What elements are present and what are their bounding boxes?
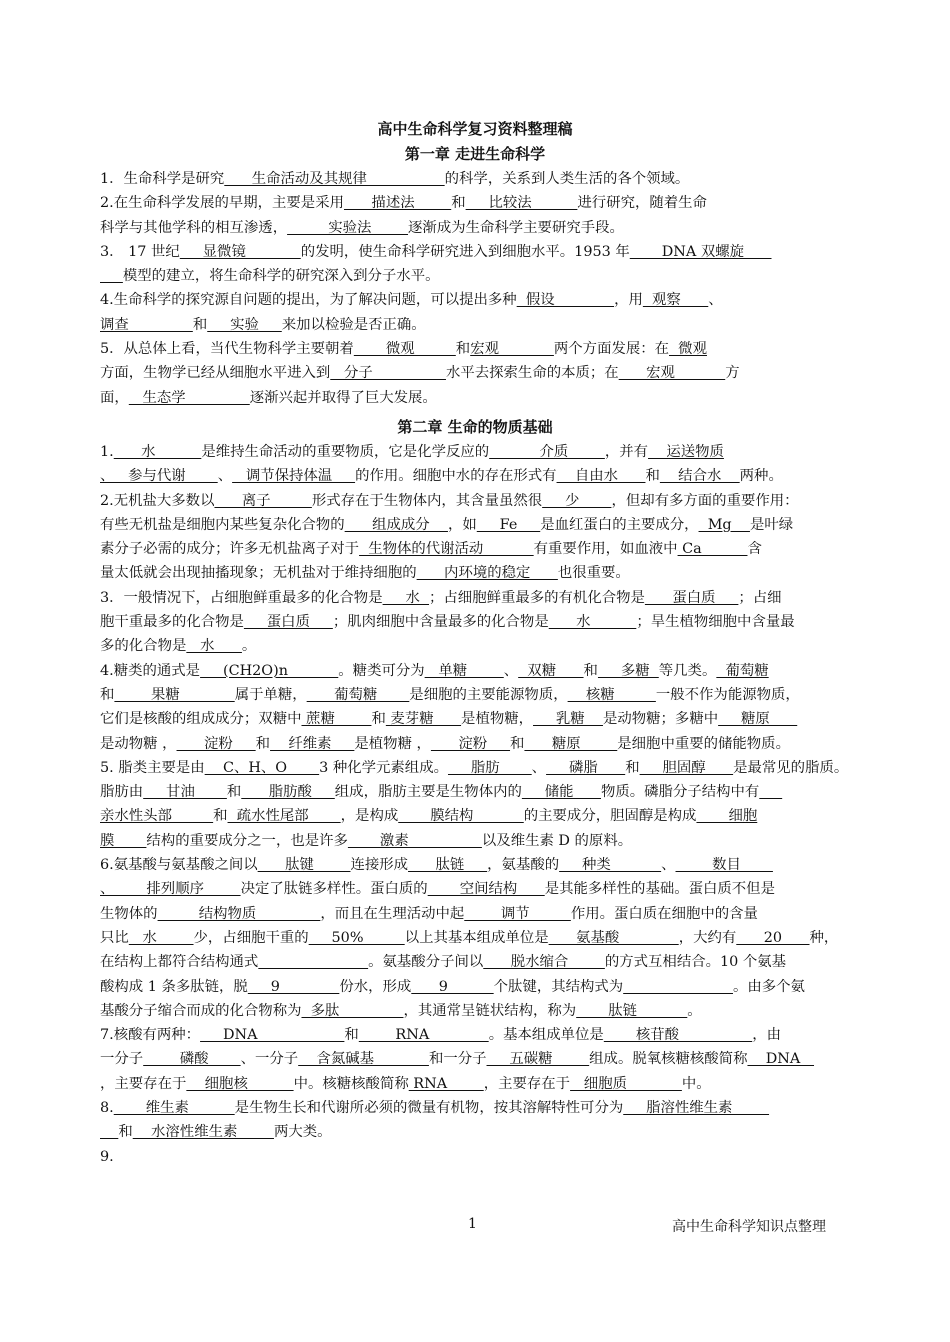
answer-blank: 膜结构 <box>398 808 524 825</box>
text-segment: ，其通常呈链状结构，称为 <box>403 1002 577 1019</box>
text-line <box>100 361 860 385</box>
text-segment: ；占细 <box>738 589 782 606</box>
text-line <box>100 926 860 950</box>
text-segment: 9. <box>100 1148 114 1165</box>
text-segment: 连接形成 <box>350 857 409 874</box>
text-segment: 5．从总体上看，当代生物科学主要朝着 <box>100 341 354 358</box>
answer-blank: 亲水性头部 <box>100 808 214 825</box>
text-segment: 是其能多样性的基础。蛋白质不但是 <box>544 881 775 898</box>
text-segment: 和 <box>213 808 228 825</box>
text-segment: 进行研究，随着生命 <box>577 195 707 212</box>
answer-blank: 水 <box>186 638 242 655</box>
text-line <box>100 167 860 191</box>
answer-blank: 微观 <box>669 341 707 358</box>
answer-blank: 观察 <box>642 292 709 309</box>
text-segment: 4.糖类的通式是 <box>100 662 201 679</box>
answer-blank: 单糖 <box>424 662 504 679</box>
text-segment: ，并有 <box>604 444 649 460</box>
answer-blank: 空间结构 <box>427 881 545 898</box>
answer-blank: 细胞核 <box>186 1075 294 1092</box>
answer-blank: 葡萄糖 <box>306 686 410 703</box>
text-segment: ；占细胞鲜重最多的有机化合物是 <box>429 589 645 606</box>
text-segment: 、 <box>217 468 233 485</box>
text-segment: 是植物糖， <box>461 711 534 728</box>
answer-blank: 假设 <box>516 292 615 309</box>
answer-blank: 淀粉 <box>176 735 256 752</box>
answer-blank <box>100 1124 118 1140</box>
text-line <box>100 1023 860 1047</box>
text-segment: ，氨基酸的 <box>487 857 560 874</box>
answer-blank: 脱水缩合 <box>483 954 605 971</box>
answer-blank: 麦芽糖 <box>385 711 462 728</box>
text-segment: 逐渐成为生命科学主要研究手段。 <box>408 219 624 236</box>
answer-blank: Ca <box>677 541 748 558</box>
text-line <box>100 975 860 999</box>
text-segment: 在结构上都符合结构通式 <box>100 954 259 971</box>
text-segment: 和 <box>192 316 208 333</box>
text-segment: 种， <box>809 929 839 946</box>
text-segment: 是细胞中重要的储能物质。 <box>617 735 790 752</box>
answer-blank: 分子 <box>330 365 446 382</box>
text-segment: 中。 <box>681 1075 711 1092</box>
text-segment: 两大类。 <box>273 1124 332 1141</box>
text-segment: 有些无机盐是细胞内某些复杂化合物的 <box>100 516 345 533</box>
answer-blank: 实验 <box>207 316 282 333</box>
answer-blank: 脂肪 <box>447 759 532 776</box>
text-segment: 份水，形成 <box>339 978 412 995</box>
text-segment: 8. <box>100 1100 114 1117</box>
text-segment: 。氨基酸分子间以 <box>368 954 484 971</box>
text-segment: 是血红蛋白的主要成分， <box>540 516 699 533</box>
answer-blank: 细胞 <box>696 808 758 825</box>
text-segment: 是维持生命活动的重要物质，它是化学反应的 <box>201 444 490 460</box>
text-segment: 的科学，关系到人类生活的各个领域。 <box>444 171 690 187</box>
text-segment: 含 <box>747 541 762 558</box>
text-line <box>100 513 860 537</box>
text-segment: 。基本组成单位是 <box>488 1027 604 1044</box>
text-segment: ，如 <box>447 516 477 533</box>
text-line <box>100 264 860 288</box>
text-segment: 胞干重最多的化合物是 <box>100 614 244 631</box>
text-segment: 结构的重要成分之一，也是许多 <box>146 832 348 849</box>
text-segment: 生物体的 <box>100 905 158 922</box>
text-segment: 和 <box>455 341 471 358</box>
answer-blank: 20 <box>736 929 810 946</box>
answer-blank: 调查 <box>100 316 193 333</box>
text-segment: 科学与其他学科的相互渗透， <box>100 219 288 236</box>
text-segment: 组成，脂肪主要是生物体内的 <box>334 784 522 801</box>
answer-blank: 细胞质 <box>570 1075 682 1092</box>
text-line <box>100 489 860 513</box>
answer-blank: 9 <box>247 978 340 995</box>
answer-blank: 胆固醇 <box>639 759 734 776</box>
answer-blank: Mg <box>698 516 750 533</box>
text-segment: 4.生命科学的探究源自问题的提出，为了解决问题，可以提出多种 <box>100 292 517 309</box>
text-segment: 是细胞的主要能源物质， <box>409 686 568 703</box>
answer-blank: 糖原 <box>718 711 798 728</box>
text-segment: 一分子 <box>100 1051 144 1068</box>
chapter-1-body <box>100 167 860 410</box>
answer-blank: 疏水性尾部 <box>227 808 341 825</box>
text-segment: 是叶绿 <box>749 516 794 533</box>
text-segment: 个肽键，其结构式为 <box>493 978 624 995</box>
text-segment: 方 <box>725 365 740 382</box>
text-line <box>100 950 860 974</box>
text-segment: 属于单糖， <box>234 686 307 703</box>
text-line <box>100 586 860 610</box>
answer-blank: 磷脂 <box>546 759 626 776</box>
answer-blank <box>759 784 782 800</box>
text-segment: 2.在生命科学发展的早期，主要是采用 <box>100 195 344 212</box>
text-line <box>100 464 860 488</box>
text-segment: 3．一般情况下，占细胞鲜重最多的化合物是 <box>100 589 383 606</box>
text-segment: 来加以检验是否正确。 <box>281 316 426 333</box>
text-segment: 物质。磷脂分子结构中有 <box>600 784 760 801</box>
answer-blank: Fe <box>476 516 541 533</box>
answer-blank: 调节 <box>464 905 571 922</box>
answer-blank: 糖原 <box>524 735 618 752</box>
answer-blank: 含氮碱基 <box>298 1051 429 1068</box>
text-segment: 。糖类可分为 <box>338 662 425 679</box>
text-segment: 和 <box>583 662 598 679</box>
text-segment: 形式存在于生物体内，其含量虽然很 <box>311 492 543 509</box>
text-segment: 两个方面发展：在 <box>553 341 670 358</box>
text-segment: 3 种化学元素组成。 <box>319 759 448 776</box>
answer-blank: 50% <box>308 929 405 946</box>
text-segment: 的发明，使生命科学研究进入到细胞水平。1953 年 <box>300 243 630 260</box>
answer-blank: 少 <box>542 492 612 509</box>
text-segment: ；肌肉细胞中含量最多的化合物是 <box>332 614 549 631</box>
answer-blank: 宏观 <box>618 365 726 382</box>
text-segment: 1．生命科学是研究 <box>100 171 225 187</box>
text-segment: 它们是核酸的组成成分；双糖中 <box>100 711 302 728</box>
text-segment: 7.核酸有两种： <box>100 1027 201 1044</box>
answer-blank: 乳糖 <box>533 711 603 728</box>
document-title: 高中生命科学复习资料整理稿 <box>377 120 573 138</box>
answer-blank: 脂溶性维生素 <box>623 1100 770 1117</box>
text-segment: 是动物糖 ， <box>100 735 177 752</box>
text-segment: 是最常见的脂质。 <box>733 759 849 776</box>
text-segment: 是生物生长和代谢所必须的微量有机物，按其溶解特性可分为 <box>234 1100 624 1117</box>
text-line <box>100 191 860 215</box>
text-segment: 基酸分子缩合而成的化合物称为 <box>100 1002 302 1019</box>
answer-blank: 蛋白质 <box>243 614 333 631</box>
text-line <box>100 1047 860 1071</box>
text-segment: 两种。 <box>739 468 783 485</box>
answer-blank: 核糖 <box>567 686 656 703</box>
answer-blank: 比较法 <box>465 195 578 212</box>
answer-blank: 描述法 <box>343 195 452 212</box>
text-segment: ；旱生植物细胞中含量最 <box>636 614 795 631</box>
text-segment: 和 <box>100 686 115 703</box>
answer-blank: 结合水 <box>659 468 740 485</box>
text-segment: 。 <box>241 638 257 655</box>
text-line <box>100 386 860 410</box>
text-segment: 和 <box>226 784 242 801</box>
text-segment: 和 <box>645 468 660 485</box>
answer-blank: 膜 <box>100 832 147 849</box>
answer-blank: 介质 <box>489 444 605 460</box>
answer-blank: 水 <box>128 929 194 946</box>
answer-blank: 、 参与代谢 <box>100 468 218 485</box>
text-line <box>100 216 860 240</box>
answer-blank: 果糖 <box>114 686 235 703</box>
answer-blank: 五碳糖 <box>486 1051 590 1068</box>
answer-blank: 多糖 <box>597 662 659 679</box>
answer-blank: 肽链 <box>408 857 488 874</box>
text-segment: 和一分子 <box>428 1051 487 1068</box>
answer-blank: 数目 <box>675 857 773 874</box>
text-line <box>100 732 860 756</box>
answer-blank: 肽链 <box>576 1002 688 1019</box>
text-line <box>100 288 860 312</box>
answer-blank: 内环境的稳定 <box>416 565 558 582</box>
chapter-2-heading: 第二章 生命的物质基础 <box>397 418 553 436</box>
text-line <box>100 1145 860 1169</box>
answer-blank: 实验法 <box>287 219 409 236</box>
text-segment: ，由 <box>752 1027 782 1044</box>
text-segment: 以及维生素 D 的原料。 <box>481 832 633 849</box>
text-line <box>100 440 860 464</box>
answer-blank: 激素 <box>347 832 482 849</box>
text-segment: 脂肪由 <box>100 784 144 801</box>
text-segment: 素分子必需的成分；许多无机盐离子对于 <box>100 541 360 558</box>
text-segment: 只比 <box>100 929 129 946</box>
text-line <box>100 1072 860 1096</box>
text-line <box>100 683 860 707</box>
answer-blank: 生命活动及其规律 <box>224 171 445 187</box>
text-segment: 也很重要。 <box>557 565 630 582</box>
text-segment: 方面，生物学已经从细胞水平进入到 <box>100 365 331 382</box>
answer-blank: 运送物质 <box>648 444 724 460</box>
text-segment: 决定了肽链多样性。蛋白质的 <box>240 881 428 898</box>
text-line <box>100 780 860 804</box>
answer-blank: 蔗糖 <box>301 711 372 728</box>
text-segment: 是动物糖；多糖中 <box>602 711 719 728</box>
text-line <box>100 659 860 683</box>
text-segment: 3． 17 世纪 <box>100 243 180 260</box>
answer-blank: C、H、O <box>204 759 320 776</box>
answer-blank: 9 <box>411 978 494 995</box>
text-line <box>100 804 860 828</box>
text-segment: 和 <box>371 711 386 728</box>
text-segment: 和 <box>510 735 525 752</box>
text-line <box>100 877 860 901</box>
answer-blank: 种类 <box>559 857 662 874</box>
text-segment: 、 <box>503 662 519 679</box>
text-segment: ，但却有多方面的重要作用： <box>611 492 799 509</box>
text-segment: 6.氨基酸与氨基酸之间以 <box>100 857 258 874</box>
answer-blank: (CH2O)n <box>200 662 339 679</box>
text-segment: 水平去探索生命的本质；在 <box>445 365 619 382</box>
answer-blank: RNA <box>358 1027 489 1044</box>
text-line <box>100 537 860 561</box>
text-line <box>100 1120 860 1144</box>
answer-blank: 淀粉 <box>430 735 511 752</box>
text-segment: 。由多个氨 <box>732 978 805 995</box>
text-segment: 和 <box>255 735 271 752</box>
answer-blank: 组成成分 <box>344 516 448 533</box>
answer-blank: 核苷酸 <box>603 1027 753 1044</box>
text-segment: 作用。蛋白质在细胞中的含量 <box>570 905 758 922</box>
text-line <box>100 561 860 585</box>
text-segment: 的作用。细胞中水的存在形式有 <box>355 468 557 485</box>
text-segment: ，而且在生理活动中起 <box>320 905 465 922</box>
answer-blank: 蛋白质 <box>644 589 739 606</box>
answer-blank: 水溶性维生素 <box>132 1124 274 1141</box>
answer-blank: DNA <box>747 1051 815 1068</box>
text-line <box>100 853 860 877</box>
answer-blank: 水 <box>382 589 430 606</box>
text-segment: 、 <box>531 759 547 776</box>
text-line <box>100 999 860 1023</box>
text-segment: 组成。脱氧核糖核酸简称 <box>589 1051 748 1068</box>
answer-blank: RNA <box>408 1075 484 1092</box>
text-segment: ，用 <box>614 292 643 309</box>
answer-blank: 维生素 <box>113 1100 235 1117</box>
text-segment: 少，占细胞干重的 <box>193 929 309 946</box>
footer-title: 高中生命科学知识点整理 <box>672 1219 826 1235</box>
text-segment: 多的化合物是 <box>100 638 187 655</box>
answer-blank: DNA <box>200 1027 345 1044</box>
text-segment: 是植物糖 ， <box>354 735 431 752</box>
answer-blank: 自由水 <box>556 468 646 485</box>
text-segment: 1. <box>100 444 114 460</box>
answer-blank: 多肽 <box>301 1002 404 1019</box>
text-segment: ，是构成 <box>340 808 399 825</box>
text-segment: 一般不作为能源物质， <box>655 686 800 703</box>
answer-blank: 生物体的代谢活动 <box>359 541 534 558</box>
answer-blank <box>623 979 733 995</box>
text-line <box>100 707 860 731</box>
answer-blank: 双糖 <box>518 662 584 679</box>
chapter-2-body <box>100 440 860 1169</box>
answer-blank: 微观 <box>353 341 456 358</box>
answer-blank: 储能 <box>521 784 601 801</box>
text-segment: ，大约有 <box>678 929 737 946</box>
text-segment: 等几类。 <box>658 662 717 679</box>
text-segment: 、 <box>708 292 723 309</box>
text-segment: 酸构成 1 条多肽链，脱 <box>100 978 248 995</box>
text-segment: 和 <box>451 195 466 212</box>
answer-blank: 显微镜 <box>179 243 301 260</box>
text-segment: ，主要存在于 <box>100 1075 187 1092</box>
text-segment: 。 <box>687 1002 702 1019</box>
text-line <box>100 829 860 853</box>
answer-blank: 结构物质 <box>157 905 321 922</box>
text-segment: 和 <box>118 1124 133 1141</box>
answer-blank: 调节保持体温 <box>232 468 356 485</box>
text-segment: 和 <box>625 759 640 776</box>
text-line <box>100 634 860 658</box>
text-segment: 的主要成分，胆固醇是构成 <box>523 808 697 825</box>
text-segment: 2.无机盐大多数以 <box>100 492 215 509</box>
text-line <box>100 337 860 361</box>
text-line <box>100 1096 860 1120</box>
answer-blank: 水 <box>548 614 637 631</box>
answer-blank: 磷酸 <box>143 1051 241 1068</box>
text-segment: 有重要作用，如血液中 <box>533 541 678 558</box>
chapter-1-heading: 第一章 走进生命科学 <box>404 145 546 163</box>
text-segment: 面， <box>100 389 129 406</box>
page-number: 1 <box>468 1216 477 1232</box>
text-segment: ，主要存在于 <box>483 1075 571 1092</box>
answer-blank: 葡萄糖 <box>716 662 769 679</box>
answer-blank: 生态学 <box>128 389 250 406</box>
text-segment: 以上其基本组成单位是 <box>404 929 549 946</box>
text-line <box>100 313 860 337</box>
text-line <box>100 902 860 926</box>
text-segment: 5. 脂类主要是由 <box>100 759 205 776</box>
text-line <box>100 756 860 780</box>
answer-blank <box>100 268 123 284</box>
answer-blank: 水 <box>113 444 202 460</box>
text-line <box>100 610 860 634</box>
answer-blank: 甘油 <box>143 784 227 801</box>
text-segment: 量太低就会出现抽搐现象；无机盐对于维持细胞的 <box>100 565 417 582</box>
answer-blank: 离子 <box>214 492 312 509</box>
answer-blank <box>258 954 368 970</box>
text-segment: 的方式互相结合。10 个氨基 <box>604 954 787 971</box>
answer-blank: 氨基酸 <box>548 929 679 946</box>
answer-blank: DNA 双螺旋 <box>629 243 772 260</box>
text-segment: 模型的建立，将生命科学的研究深入到分子水平。 <box>122 268 440 285</box>
text-line <box>100 240 860 264</box>
answer-blank: 宏观 <box>470 341 554 358</box>
answer-blank: 肽键 <box>257 857 351 874</box>
text-segment: 中。核糖核酸简称 <box>293 1075 409 1092</box>
answer-blank: 纤维素 <box>270 735 355 752</box>
answer-blank: 脂肪酸 <box>241 784 335 801</box>
text-segment: 、一分子 <box>240 1051 299 1068</box>
answer-blank: 、 排列顺序 <box>100 881 241 898</box>
text-segment: 和 <box>344 1027 359 1044</box>
text-segment: 、 <box>661 857 676 874</box>
text-segment: 逐渐兴起并取得了巨大发展。 <box>249 389 437 406</box>
